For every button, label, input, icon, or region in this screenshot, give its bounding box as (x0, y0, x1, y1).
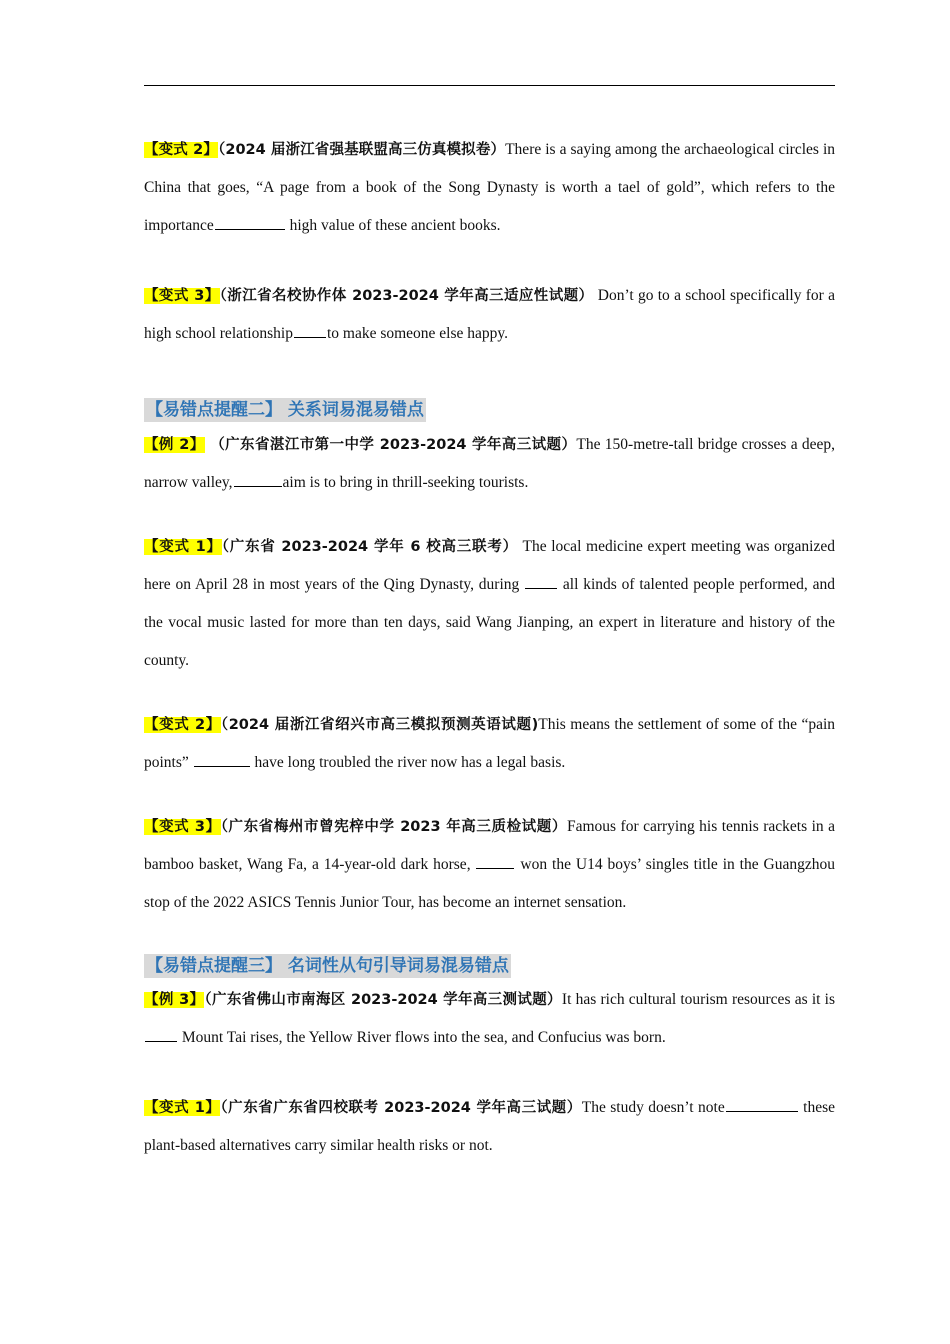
question-variant-3-a (144, 277, 835, 353)
question-source: （广东省梅州市曾宪梓中学 2023 年高三质检试题） (220, 819, 567, 835)
question-text: It has rich cultural tourism resources as it is (561, 991, 836, 1008)
question-tag: 【例 3】 (144, 992, 205, 1008)
question-text: aim is to bring in thrill-seeking tourists. (282, 474, 529, 491)
question-example-3 (144, 981, 835, 1057)
question-source: （2024 届浙江省绍兴市高三模拟预测英语试题) (220, 717, 539, 733)
question-text: high value of these ancient books. (285, 217, 501, 234)
question-source: （2024 届浙江省强基联盟高三仿真模拟卷） (217, 142, 506, 158)
question-text: The local medicine expert meeting was organized here on April 28 in most years of the Qing Dynasty, during (144, 538, 835, 593)
question-text: to make someone else happy. (326, 325, 509, 342)
question-tag: 【变式 2】 (144, 142, 218, 158)
question-tag: 【变式 2】 (144, 717, 221, 733)
question-source: （广东省 2023-2024 学年 6 校高三联考） (221, 539, 518, 555)
section-heading-3: 【易错点提醒三】 名词性从句引导词易混易错点 (146, 956, 509, 976)
question-text: Don’t go to a school specifically for a high school relationship (144, 287, 835, 342)
question-tag: 【变式 1】 (144, 539, 222, 555)
question-example-2 (144, 426, 835, 502)
answer-blank[interactable] (194, 752, 250, 767)
question-text: There is a saying among the archaeological circles in China that goes, “A page from a book of the Song Dynasty is worth a tael of gold”, which refers to the importance (144, 141, 835, 234)
answer-blank[interactable] (476, 854, 514, 869)
question-text: these plant-based alternatives carry similar health risks or not. (144, 1099, 835, 1154)
section-heading-2: 【易错点提醒二】 关系词易混易错点 (146, 400, 424, 420)
question-text: The 150-metre-tall bridge crosses a deep, narrow valley, (144, 436, 836, 491)
question-variant-1-a (144, 528, 835, 680)
question-text: This means the settlement of some of the “pain points” (144, 716, 836, 771)
answer-blank[interactable] (234, 472, 282, 487)
question-text: won the U14 boys’ singles title in the Guangzhou stop of the 2022 ASICS Tennis Junior Tour, has become an internet sensation. (144, 856, 835, 911)
question-text: all kinds of talented people performed, and the vocal music lasted for more than ten days, said Wang Jianping, an expert in literature and history of the county. (144, 576, 835, 669)
question-text: Famous for carrying his tennis rackets in a bamboo basket, Wang Fa, a 14-year-old dark horse, (144, 818, 835, 873)
question-source: （浙江省名校协作体 2023-2024 学年高三适应性试题） (219, 288, 594, 304)
question-variant-2-b (144, 706, 835, 782)
question-source: （广东省广东省四校联考 2023-2024 学年高三试题） (220, 1100, 582, 1116)
question-text: Mount Tai rises, the Yellow River flows into the sea, and Confucius was born. (178, 1029, 666, 1046)
question-variant-1-b (144, 1089, 835, 1165)
question-source: （广东省佛山市南海区 2023-2024 学年高三测试题） (204, 992, 562, 1008)
question-tag: 【变式 1】 (144, 1100, 221, 1116)
question-source: （广东省湛江市第一中学 2023-2024 学年高三试题） (204, 437, 577, 453)
answer-blank[interactable] (145, 1027, 177, 1042)
question-tag: 【变式 3】 (144, 288, 220, 304)
question-tag: 【变式 3】 (144, 819, 221, 835)
question-variant-2-a (144, 131, 835, 245)
header-rule (144, 85, 835, 86)
answer-blank[interactable] (525, 574, 557, 589)
answer-blank[interactable] (215, 215, 285, 230)
question-text: The study doesn’t note (581, 1099, 725, 1116)
answer-blank[interactable] (726, 1097, 798, 1112)
question-text: have long troubled the river now has a legal basis. (250, 754, 566, 771)
question-variant-3-b (144, 808, 835, 922)
answer-blank[interactable] (294, 323, 326, 338)
question-tag: 【例 2】 (144, 437, 205, 453)
